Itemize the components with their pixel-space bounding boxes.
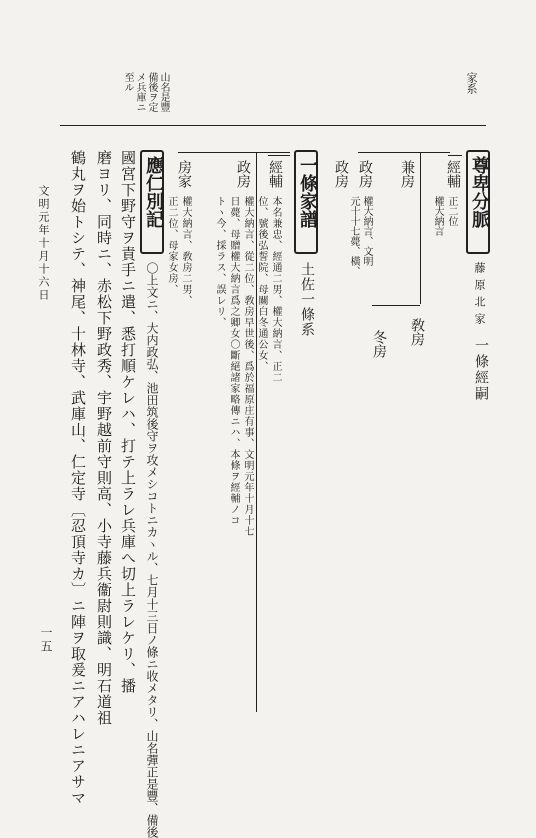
person-note-line: 權大納言、文明	[361, 196, 372, 266]
person-name: 政房	[235, 160, 251, 188]
chronicle-line: 鶴丸ヲ始トシテ、神尾、十林寺、武庫山、仁定寺〔忍頂寺カ〕ニ陣ヲ取爰ニアハレニアサマ	[69, 150, 87, 806]
tree-connector	[178, 152, 256, 153]
header-rule	[60, 125, 486, 126]
person-note-line: トヽ今、採ラス、誤レリ、	[214, 196, 225, 328]
person-name: 經輔	[267, 160, 283, 188]
person-name: 冬房	[371, 330, 387, 358]
page-number: 一五	[39, 626, 53, 654]
chronicle-line: 磨ヨリ、同時ニ、赤松下野政秀、宇野越前守則高、小寺藤兵衞尉則識、明石道祖	[95, 150, 113, 726]
person-note-line: 正二位	[446, 196, 457, 226]
chronicle-line: 〇上文ニ、大内政弘、池田筑後守ヲ攻メシコトニカヽル、七月十三日ノ條ニ收メタリ、山名彈正是豐、備後	[145, 262, 159, 838]
person-note-line: 本名兼忠、經通二男、權大納言、正二	[270, 196, 281, 383]
marginal-note-line: 至ル	[122, 72, 133, 92]
tree-connector	[268, 155, 290, 156]
person-name: 敎房	[409, 318, 425, 346]
source-subtitle: 土佐一條系	[299, 262, 315, 337]
person-note-line: 正二位、母家女房、	[166, 196, 177, 295]
tree-connector	[358, 152, 420, 153]
source-title: 一條家譜	[297, 156, 318, 228]
person-name: 兼房	[399, 160, 415, 188]
marginal-note-line: 備後ヲ定	[146, 72, 157, 112]
person-name: 房家	[176, 160, 192, 188]
person-note-line: 位、號後弘誓院、母關白冬通公女、	[256, 196, 267, 372]
tree-connector	[372, 305, 420, 306]
marginal-note-line: メ兵庫ニ	[134, 72, 145, 112]
person-name: 政房	[333, 160, 349, 188]
tree-connector	[256, 152, 257, 712]
chronicle-line: 國宮下野守ヲ責手ニ遣、悉打順ケレハ、打テ上ラレ兵庫へ切上ラレケリ、播	[119, 150, 137, 694]
person-note-line: 日薨、母贈權大納言爲之卿女〇斷絕諸家略傳ニハ、本條ヲ經輔ノコ	[228, 196, 239, 526]
person-note-line: 權大納言、敎房二男、	[180, 196, 191, 306]
tree-connector	[420, 152, 421, 304]
running-head-right: 家系	[465, 72, 478, 94]
source-title: 尊卑分脈	[469, 156, 490, 228]
lineage-head: 一條經嗣	[473, 338, 489, 402]
person-note-line: 權大納言	[432, 196, 443, 236]
date-margin: 文明元年十月十六日	[37, 185, 50, 302]
person-note-line: 元十十七薨、橫、	[348, 196, 359, 276]
person-name: 政房	[357, 160, 373, 188]
person-name: 經輔	[445, 160, 461, 188]
source-title: 應仁別記	[143, 156, 164, 228]
lineage-subtitle: 藤原北家	[473, 262, 486, 330]
person-note-line: 權大納言、從二位、敎房早世後、爲於福原庄有事、文明元年十月十七	[242, 196, 253, 537]
marginal-note-line: 山名是豐	[158, 72, 169, 112]
tree-connector	[448, 155, 462, 156]
